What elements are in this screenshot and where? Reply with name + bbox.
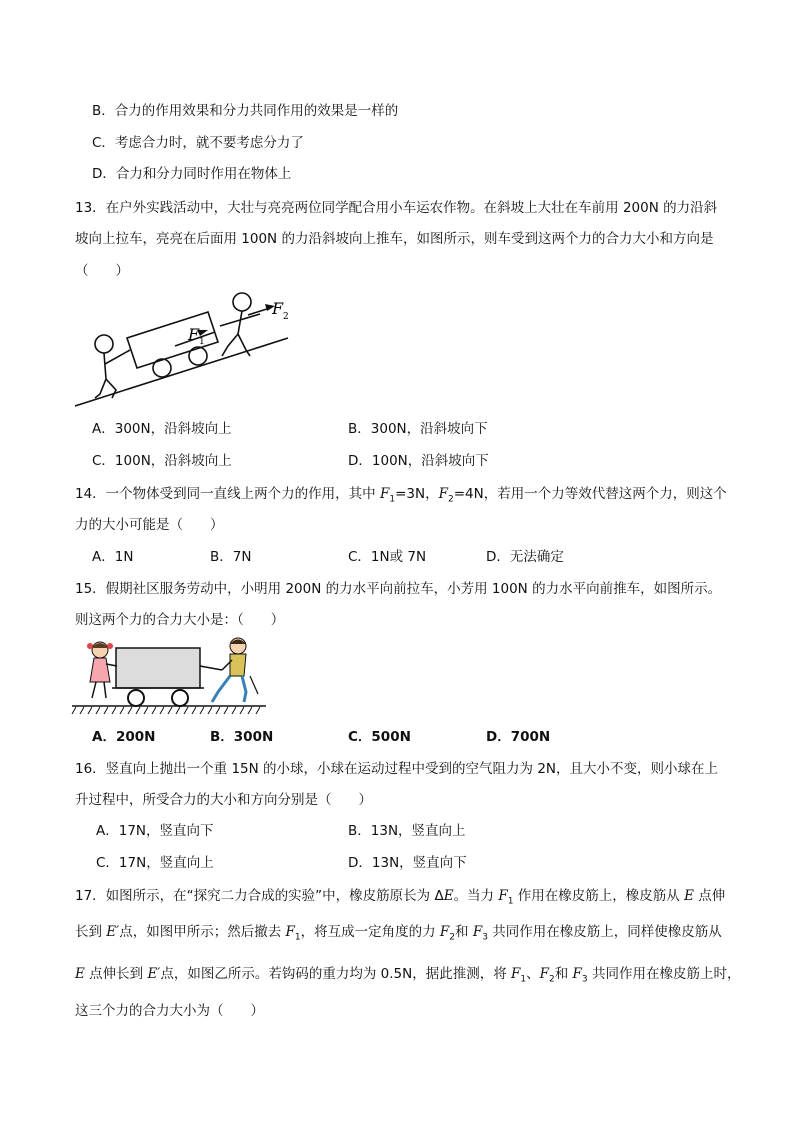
- q13-option-b: B．300N，沿斜坡向下: [348, 421, 488, 437]
- q16-option-d: D．13N，竖直向下: [348, 855, 467, 871]
- q16-option-b: B．13N，竖直向上: [348, 823, 466, 839]
- q17-stem-line2: 长到 E′点，如图甲所示；然后撤去 $F_1$，将互成一定角度的力 $F_2$和 $F_3$ 共同作用在橡皮筋上，同样使橡皮筋从: [75, 924, 722, 943]
- q14-option-b: B．7N: [210, 549, 252, 565]
- q17-stem-line3: E 点伸长到 E′点，如图乙所示。若钩码的重力均为 0.5N，据此推测，将 $F_1$、$F_2$和 $F_3$ 共同作用在橡皮筋上时，: [75, 966, 741, 985]
- q13-fig-f1-sub: 1: [199, 337, 205, 347]
- q16-option-c: C．17N，竖直向上: [96, 855, 214, 871]
- q14-stem-line1: 14．一个物体受到同一直线上两个力的作用，其中 $F_1=3N$，$F_2=4N$，若用一个力等效代替这两个力，则这个: [75, 486, 727, 505]
- q16-stem-line1: 16．竖直向上抛出一个重 15N 的小球，小球在运动过程中受到的空气阻力为 2N，且大小不变，则小球在上: [75, 761, 719, 777]
- q13-stem-line1: 13．在户外实践活动中，大壮与亮亮两位同学配合用小车运农作物。在斜坡上大壮在车前用 200N 的力沿斜: [75, 200, 718, 216]
- q15-cart-figure: [72, 636, 268, 718]
- q14-stem-line2: 力的大小可能是（ ）: [75, 517, 224, 533]
- q14-option-a: A．1N: [92, 549, 134, 565]
- q15-option-d: D．700N: [486, 729, 551, 745]
- q13-option-d: D．100N，沿斜坡向下: [348, 453, 489, 469]
- q13-stem-line2: 坡向上拉车，亮亮在后面用 100N 的力沿斜坡向上推车，如图所示，则车受到这两个力的合力大小和方向是: [75, 231, 714, 247]
- q12-option-b: B．合力的作用效果和分力共同作用的效果是一样的: [92, 103, 399, 119]
- q13-option-c: C．100N，沿斜坡向上: [92, 453, 232, 469]
- q15-stem-line2: 则这两个力的合力大小是：（ ）: [75, 612, 285, 628]
- q16-stem-line2: 升过程中，所受合力的大小和方向分别是（ ）: [75, 792, 372, 808]
- q14-option-d: D．无法确定: [486, 549, 564, 565]
- q13-slope-figure: [70, 286, 300, 411]
- q13-option-a: A．300N，沿斜坡向上: [92, 421, 232, 437]
- q17-stem-line4: 这三个力的合力大小为（ ）: [75, 1003, 264, 1019]
- q13-fig-f2-label: F: [272, 299, 284, 318]
- q14-option-c: C．1N或 7N: [348, 549, 427, 565]
- q12-option-c: C．考虑合力时，就不要考虑分力了: [92, 135, 304, 151]
- q12-option-d: D．合力和分力同时作用在物体上: [92, 166, 292, 182]
- q15-option-b: B．300N: [210, 729, 274, 745]
- q13-stem-line3: （ ）: [75, 263, 129, 279]
- q13-fig-f1-label: F: [188, 325, 200, 344]
- q13-fig-f2-sub: 2: [283, 312, 289, 322]
- q15-option-c: C．500N: [348, 729, 411, 745]
- q15-stem-line1: 15．假期社区服务劳动中，小明用 200N 的力水平向前拉车，小芳用 100N 的力水平向前推车，如图所示。: [75, 581, 722, 597]
- q17-stem-line1: 17．如图所示，在“探究二力合成的实验”中，橡皮筋原长为 ΔE。当力 $F_1$ 作用在橡皮筋上，橡皮筋从 E 点伸: [75, 888, 726, 907]
- q15-option-a: A．200N: [92, 729, 156, 745]
- q16-option-a: A．17N，竖直向下: [96, 823, 214, 839]
